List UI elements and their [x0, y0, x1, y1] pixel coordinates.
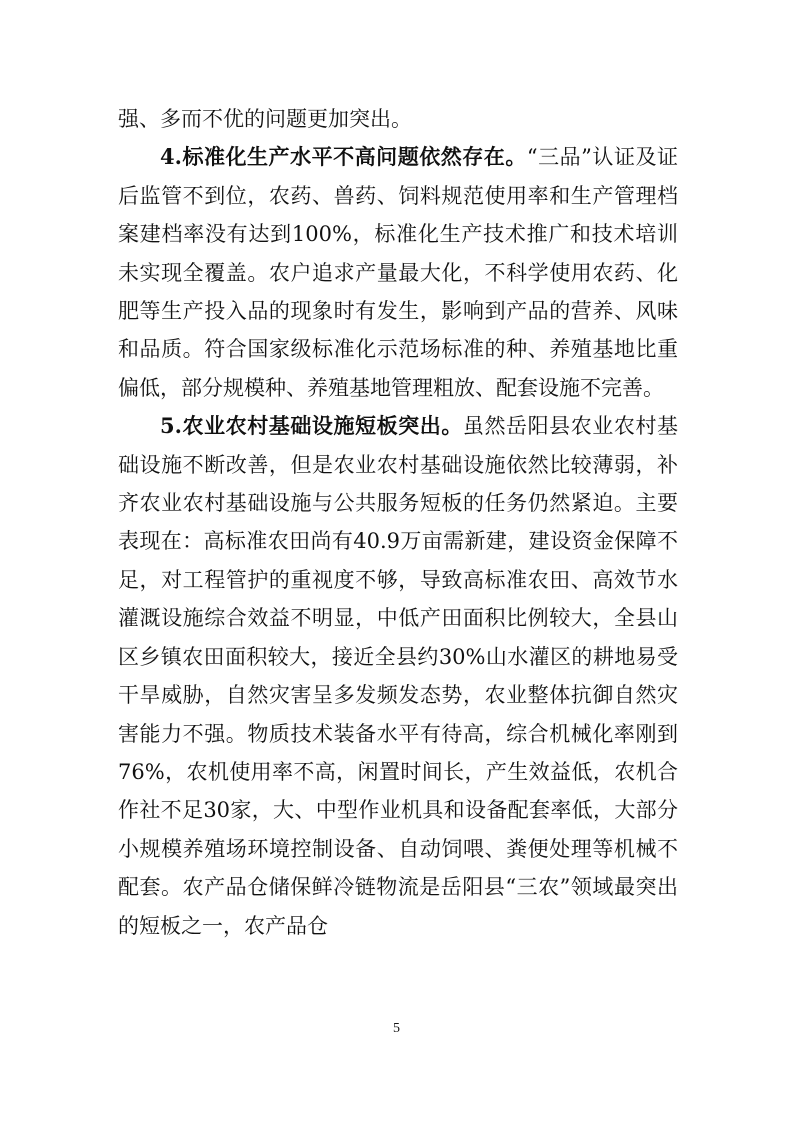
- paragraph-body: 虽然岳阳县农业农村基础设施不断改善，但是农业农村基础设施依然比较薄弱，补齐农业农村基础设施与公共服务短板的任务仍然紧迫。主要表现在：高标准农田尚有40.9万亩需新建，建设资金保障不足，对工程管护的重视度不够，导致高标准农田、高效节水灌溉设施综合效益不明显，中低产田面积比例较大，全县山区乡镇农田面积较大，接近全县约30%山水灌区的耕地易受干旱威胁，自然灾害呈多发频发态势，农业整体抗御自然灾害能力不强。物质技术装备水平有待高，综合机械化率刚到76%，农机使用率不高，闲置时间长，产生效益低，农机合作社不足30家，大、中型作业机具和设备配套率低，大部分小规模养殖场环境控制设备、自动饲喂、粪便处理等机械不配套。农产品仓储保鲜冷链物流是岳阳县“三农”领域最突出的短板之一，农产品仓: [118, 414, 679, 938]
- page-number: 5: [393, 1021, 400, 1036]
- paragraph-body: “三品”认证及证后监管不到位，农药、兽药、饲料规范使用率和生产管理档案建档率没有达到100%，标准化生产技术推广和技术培训未实现全覆盖。农户追求产量最大化，不科学使用农药、化肥等生产投入品的现象时有发生，影响到产品的营养、风味和品质。符合国家级标准化示范场标准的种、养殖基地比重偏低，部分规模种、养殖基地管理粗放、配套设施不完善。: [118, 145, 678, 400]
- paragraph-infrastructure: [118, 407, 678, 945]
- body-text: [118, 100, 678, 945]
- paragraph-body: 强、多而不优的问题更加突出。: [118, 107, 412, 131]
- paragraph-heading: 4.标准化生产水平不高问题依然存在。: [160, 144, 527, 170]
- paragraph-continuation: [118, 100, 678, 138]
- paragraph-heading: 5.农业农村基础设施短板突出。: [160, 413, 463, 439]
- paragraph-standardization: [118, 138, 678, 407]
